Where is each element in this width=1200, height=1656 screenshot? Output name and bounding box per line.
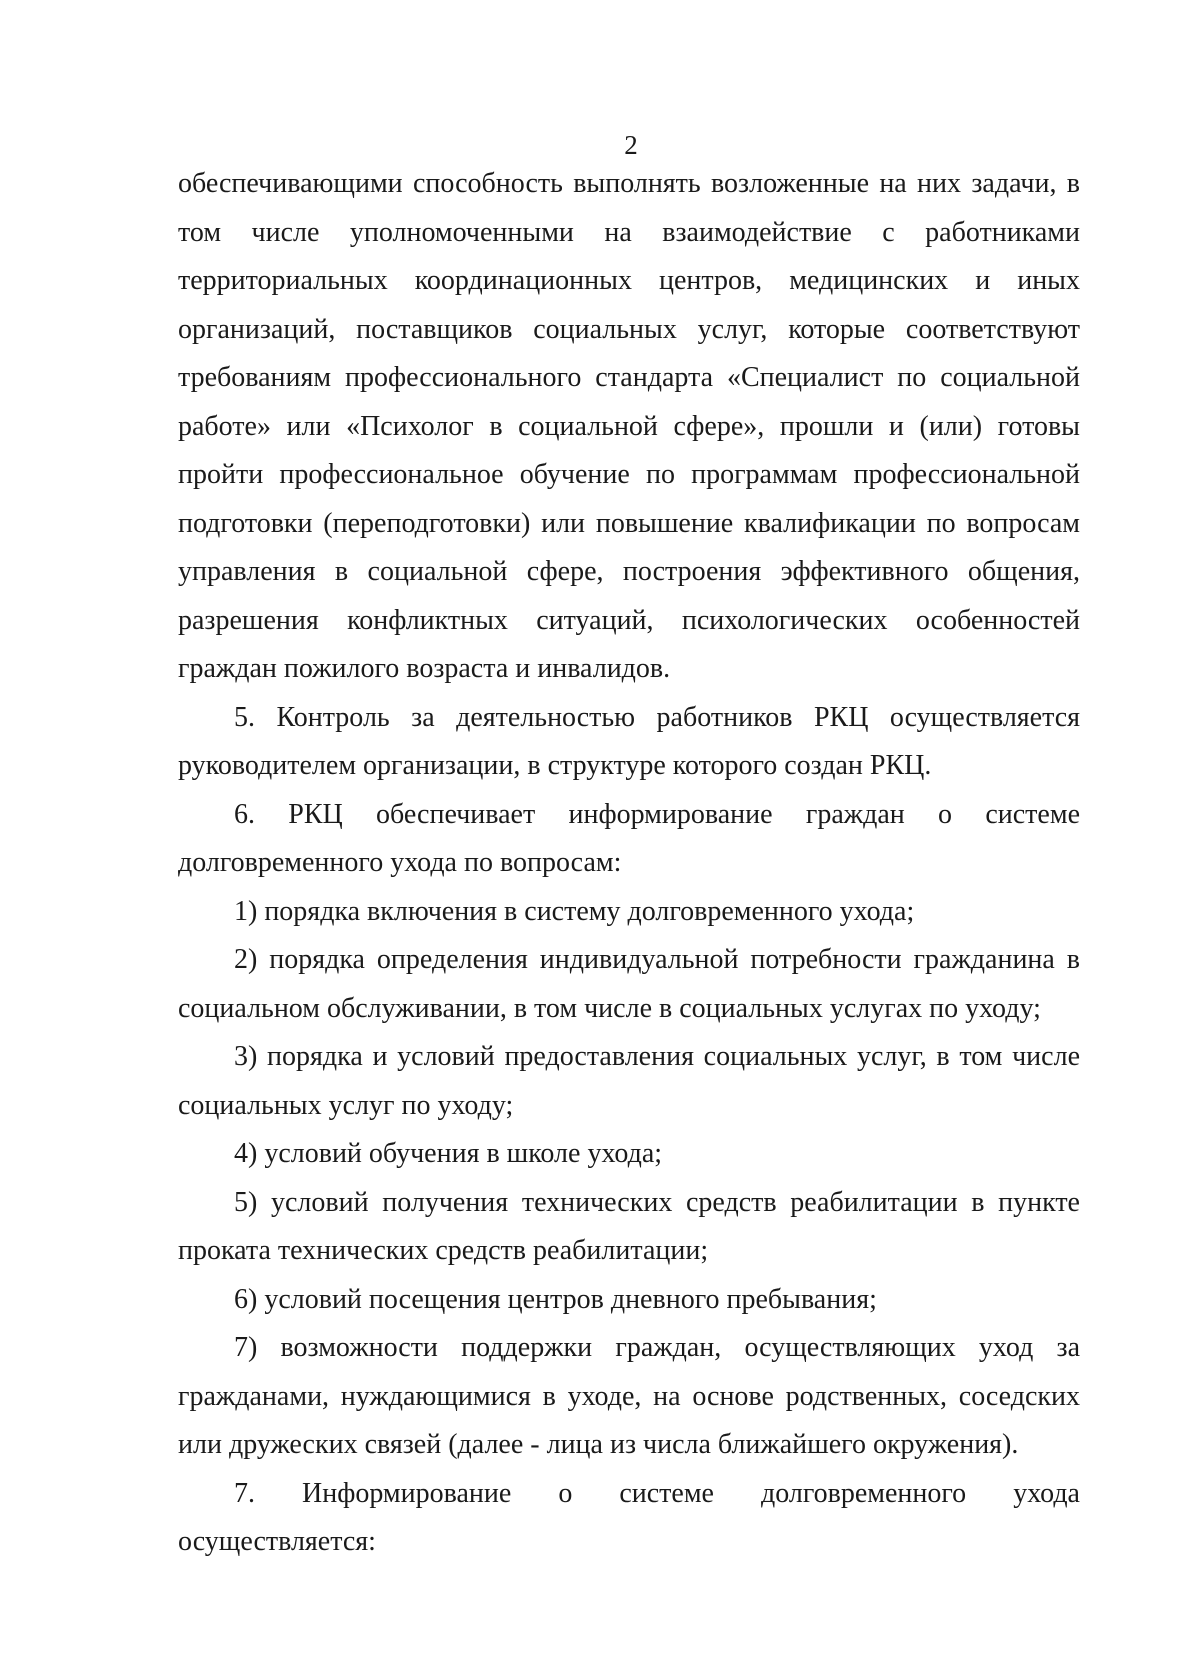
- paragraph-item-5: 5. Контроль за деятельностью работников РКЦ осуществляется руководителем организации, в структуре которого создан РКЦ.: [178, 701, 1080, 781]
- list-item-7: 7) возможности поддержки граждан, осуществляющих уход за гражданами, нуждающимися в уходе, на основе родственных, соседских или дружеских связей (далее - лица из числа ближайшего окружения).: [178, 1332, 1080, 1460]
- list-item-4: 4) условий обучения в школе ухода;: [234, 1138, 663, 1169]
- list-item-1: 1) порядка включения в систему долговременного ухода;: [234, 895, 915, 927]
- list-item-2: 2) порядка определения индивидуальной потребности гражданина в социальном обслуживании, в том числе в социальных услугах по уходу;: [178, 944, 1080, 1024]
- paragraph-item-7: 7. Информирование о системе долговременного ухода осуществляется:: [178, 1477, 1080, 1557]
- paragraph-continuation: обеспечивающими способность выполнять возложенные на них задачи, в том числе уполномоченными на взаимодействие с работниками территориальных координационных центров, медицинских и иных организаций, поставщиков социальных услуг, которые соответствуют требованиям профессионального стандарта «Специалист по социальной работе» или «Психолог в социальной сфере», прошли и (или) готовы пройти профессиональное обучение по программам профессиональной подготовки (переподготовки) или повышение квалификации по вопросам управления в социальной сфере, построения эффективного общения, разрешения конфликтных ситуаций, психологических особенностей граждан пожилого возраста и инвалидов.: [178, 168, 1080, 684]
- document-body: [178, 160, 1080, 1567]
- list-item-5: 5) условий получения технических средств реабилитации в пункте проката технических средств реабилитации;: [178, 1186, 1080, 1266]
- paragraph-item-6: 6. РКЦ обеспечивает информирование граждан о системе долговременного ухода по вопросам:: [178, 798, 1080, 878]
- list-item-3: 3) порядка и условий предоставления социальных услуг, в том числе социальных услуг по уходу;: [178, 1041, 1080, 1121]
- page-number: 2: [624, 130, 638, 160]
- list-item-6: 6) условий посещения центров дневного пребывания;: [234, 1283, 877, 1315]
